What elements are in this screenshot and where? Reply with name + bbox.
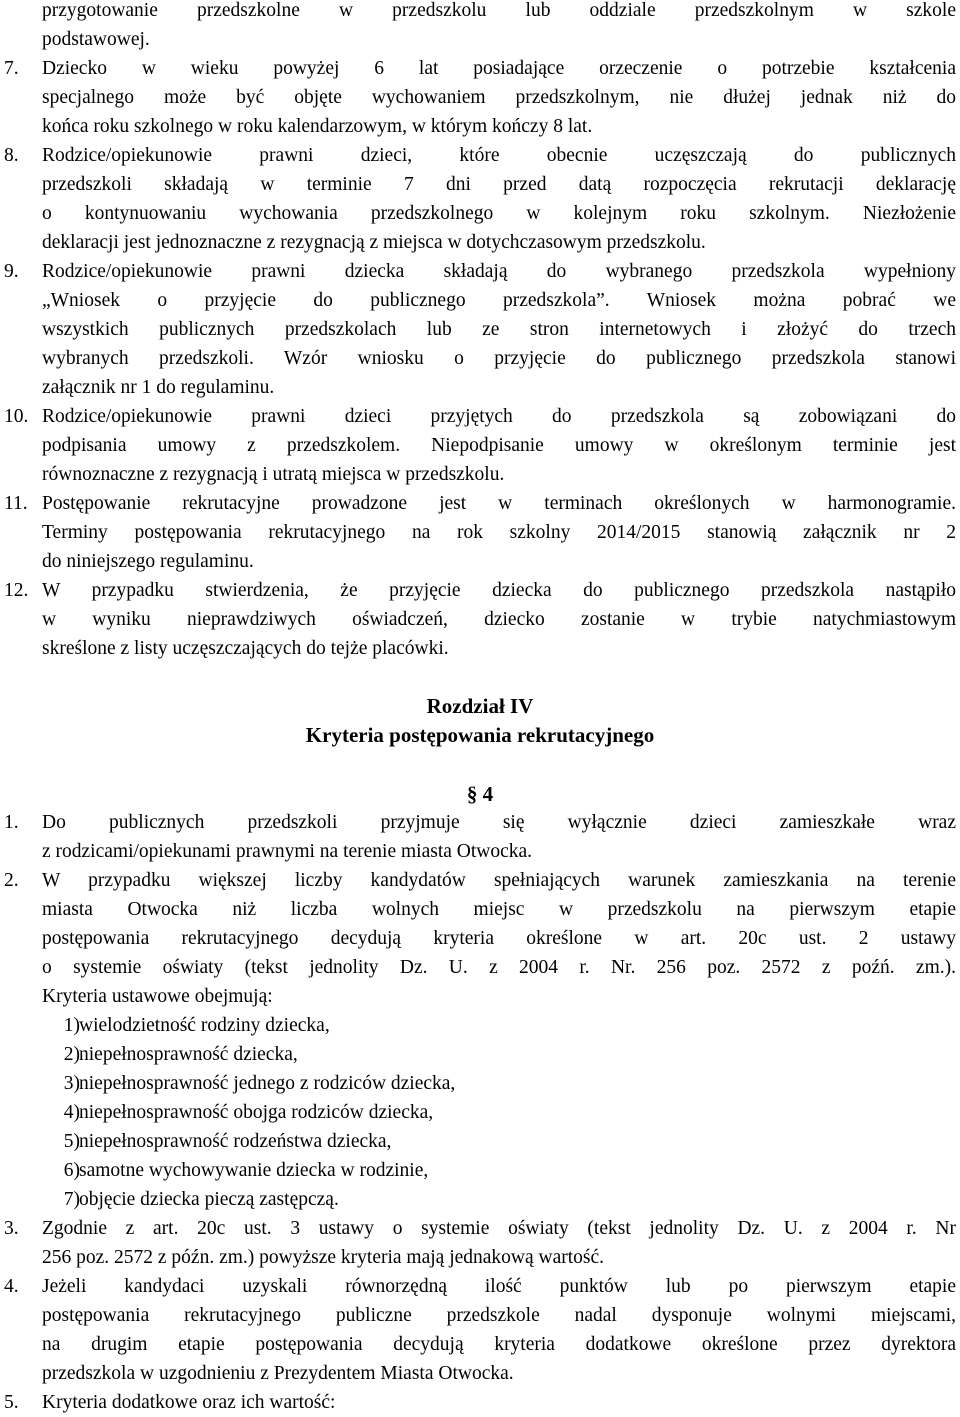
sublist-item-text: niepełnosprawność obojga rodziców dziecka, xyxy=(79,1102,434,1123)
sublist-item-text: samotne wychowywanie dziecka w rodzinie, xyxy=(79,1160,429,1181)
text-line: specjalnego może być objęte wychowaniem przedszkolnym, nie dłużej jednak niż do xyxy=(42,87,956,108)
text-line: podpisania umowy z przedszkolem. Niepodpisanie umowy w określonym terminie jest xyxy=(42,435,956,456)
sublist-item-number: 4) xyxy=(63,1102,80,1123)
list-item-number: 10. xyxy=(4,406,29,427)
sublist-item-text: niepełnosprawność dziecka, xyxy=(79,1044,298,1065)
text-line: Jeżeli kandydaci uzyskali równorzędną ilość punktów lub po pierwszym etapie xyxy=(42,1276,956,1297)
sublist-item-number: 6) xyxy=(63,1160,80,1181)
text-line: postępowania rekrutacyjnego decydują kryteria określone w art. 20c ust. 2 ustawy xyxy=(42,928,956,949)
list-item-number: 7. xyxy=(4,58,19,79)
list-item-number: 5. xyxy=(4,1392,19,1413)
text-line: z rodzicami/opiekunami prawnymi na terenie miasta Otwocka. xyxy=(42,841,533,862)
text-line: przygotowanie przedszkolne w przedszkolu lub oddziale przedszkolnym w szkole xyxy=(42,0,956,21)
text-line: Rodzice/opiekunowie prawni dziecka składają do wybranego przedszkola wypełniony xyxy=(42,261,956,282)
text-line: Terminy postępowania rekrutacyjnego na rok szkolny 2014/2015 stanowią załącznik nr 2 xyxy=(42,522,956,543)
text-line: do niniejszego regulaminu. xyxy=(42,551,254,572)
sublist-item-text: niepełnosprawność jednego z rodziców dziecka, xyxy=(79,1073,456,1094)
text-line: Zgodnie z art. 20c ust. 3 ustawy o systemie oświaty (tekst jednolity Dz. U. z 2004 r. Nr xyxy=(42,1218,956,1239)
text-line: o kontynuowaniu wychowania przedszkolnego w kolejnym roku szkolnym. Niezłożenie xyxy=(42,203,956,224)
sublist-item-number: 2) xyxy=(63,1044,80,1065)
list-item-number: 3. xyxy=(4,1218,19,1239)
list-item-number: 2. xyxy=(4,870,19,891)
list-item-number: 4. xyxy=(4,1276,19,1297)
text-line: skreślone z listy uczęszczających do tejże placówki. xyxy=(42,638,449,659)
sublist-item-number: 7) xyxy=(63,1189,80,1210)
text-line: na drugim etapie postępowania decydują kryteria dodatkowe określone przez dyrektora xyxy=(42,1334,956,1355)
text-line: Kryteria ustawowe obejmują: xyxy=(42,986,273,1007)
text-line: o systemie oświaty (tekst jednolity Dz. U. z 2004 r. Nr. 256 poz. 2572 z poźń. zm.). xyxy=(42,957,956,978)
sublist-item-number: 5) xyxy=(63,1131,80,1152)
text-line: końca roku szkolnego w roku kalendarzowym, w którym kończy 8 lat. xyxy=(42,116,593,137)
text-line: Kryteria dodatkowe oraz ich wartość: xyxy=(42,1392,336,1413)
sublist-item-text: niepełnosprawność rodzeństwa dziecka, xyxy=(79,1131,392,1152)
text-line: miasta Otwocka niż liczba wolnych miejsc w przedszkolu na pierwszym etapie xyxy=(42,899,956,920)
section-mark: § 4 xyxy=(466,782,494,806)
text-line: wybranych przedszkoli. Wzór wniosku o przyjęcie do publicznego przedszkola stanowi xyxy=(42,348,956,369)
list-item-number: 8. xyxy=(4,145,19,166)
text-line: postępowania rekrutacyjnego publiczne przedszkole nadal dysponuje wolnymi miejscami, xyxy=(42,1305,956,1326)
text-line: przedszkoli składają w terminie 7 dni przed datą rozpoczęcia rekrutacji deklarację xyxy=(42,174,956,195)
text-line: 256 poz. 2572 z późn. zm.) powyższe kryteria mają jednakową wartość. xyxy=(42,1247,605,1268)
text-line: przedszkola w uzgodnieniu z Prezydentem Miasta Otwocka. xyxy=(42,1363,514,1384)
text-line: w wyniku nieprawdziwych oświadczeń, dziecko zostanie w trybie natychmiastowym xyxy=(42,609,956,630)
sublist-item-number: 3) xyxy=(63,1073,80,1094)
sublist-item-number: 1) xyxy=(63,1015,80,1036)
list-item-number: 11. xyxy=(4,493,28,514)
text-line: W przypadku większej liczby kandydatów spełniających warunek zamieszkania na terenie xyxy=(42,870,956,891)
text-line: „Wniosek o przyjęcie do publicznego przedszkola”. Wniosek można pobrać we xyxy=(42,290,956,311)
text-line: Dziecko w wieku powyżej 6 lat posiadające orzeczenie o potrzebie kształcenia xyxy=(42,58,956,79)
text-line: Do publicznych przedszkoli przyjmuje się wyłącznie dzieci zamieszkałe wraz xyxy=(42,812,956,833)
text-line: Postępowanie rekrutacyjne prowadzone jest w terminach określonych w harmonogramie. xyxy=(42,493,956,514)
list-item-number: 1. xyxy=(4,812,19,833)
chapter-subtitle: Kryteria postępowania rekrutacyjnego xyxy=(305,723,655,747)
text-line: W przypadku stwierdzenia, że przyjęcie dziecka do publicznego przedszkola nastąpiło xyxy=(42,580,956,601)
chapter-title: Rozdział IV xyxy=(426,694,534,718)
text-line: podstawowej. xyxy=(42,29,150,50)
sublist-item-text: objęcie dziecka pieczą zastępczą. xyxy=(79,1189,339,1210)
text-line: deklaracji jest jednoznaczne z rezygnacją z miejsca w dotychczasowym przedszkolu. xyxy=(42,232,706,253)
list-item-number: 12. xyxy=(4,580,29,601)
text-line: równoznaczne z rezygnacją i utratą miejsca w przedszkolu. xyxy=(42,464,505,485)
text-line: Rodzice/opiekunowie prawni dzieci, które obecnie uczęszczają do publicznych xyxy=(42,145,956,166)
text-line: wszystkich publicznych przedszkolach lub ze stron internetowych i złożyć do trzech xyxy=(42,319,956,340)
text-line: Rodzice/opiekunowie prawni dzieci przyjętych do przedszkola są zobowiązani do xyxy=(42,406,956,427)
sublist-item-text: wielodzietność rodziny dziecka, xyxy=(79,1015,330,1036)
list-item-number: 9. xyxy=(4,261,19,282)
text-line: załącznik nr 1 do regulaminu. xyxy=(42,377,275,398)
